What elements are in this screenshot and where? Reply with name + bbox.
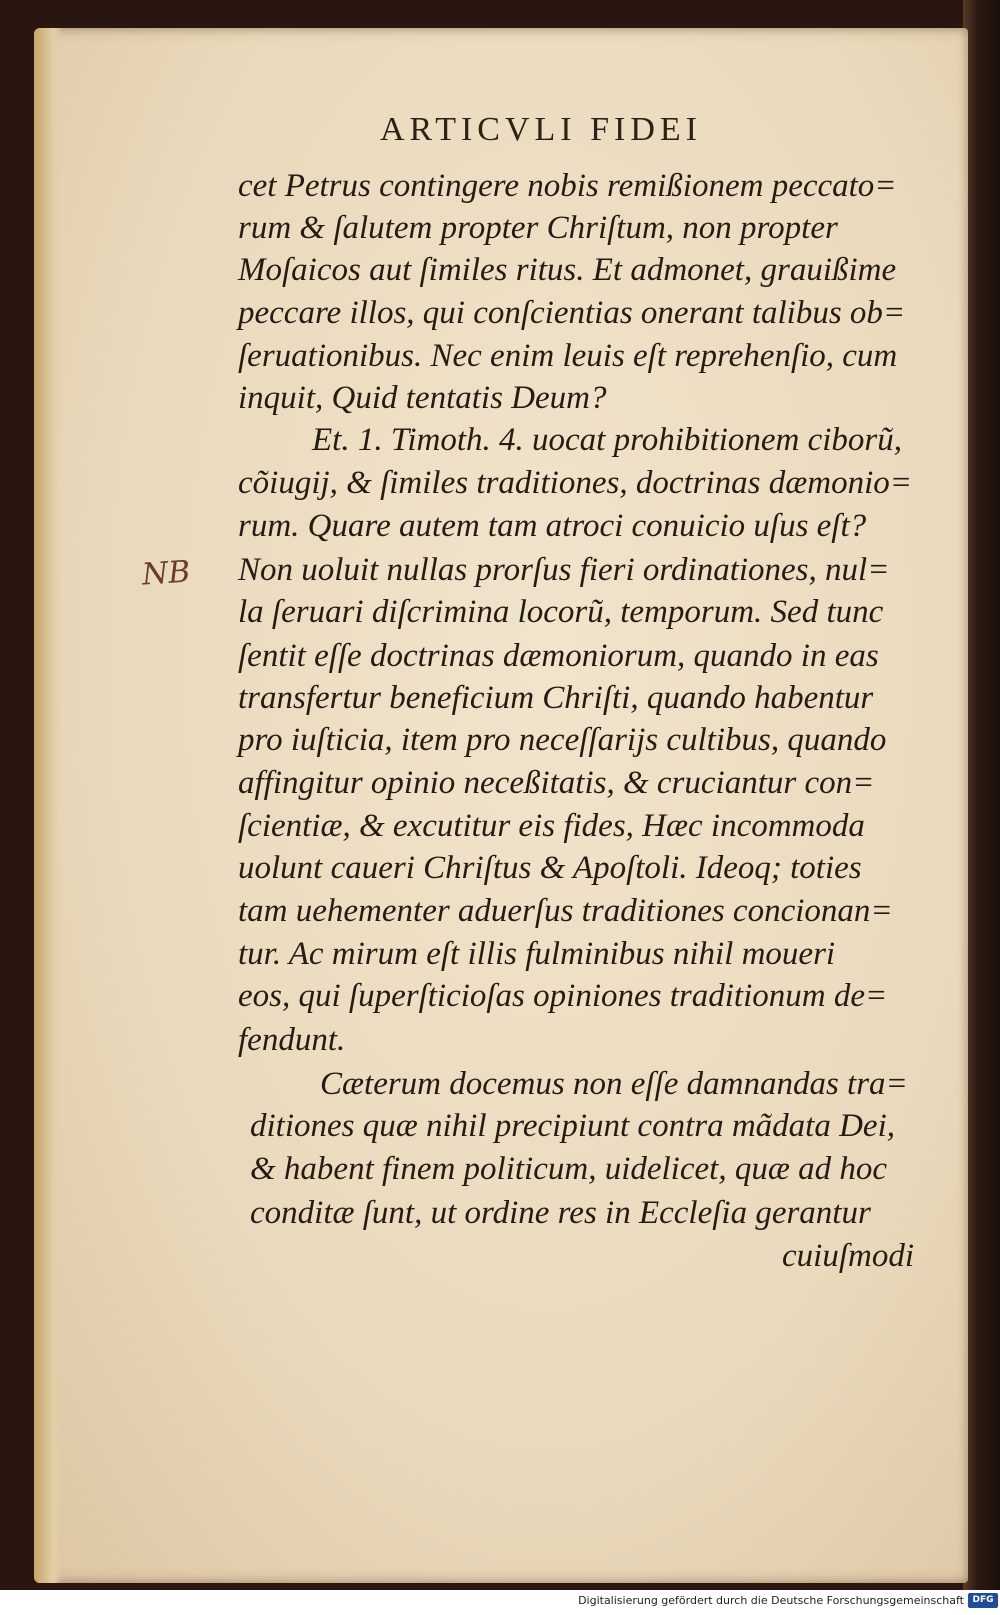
text-line: Moſaicos aut ſimiles ritus. Et admonet, grauißime bbox=[238, 252, 897, 288]
dfg-logo: DFG bbox=[968, 1593, 998, 1608]
handwritten-margin-note: NB bbox=[140, 554, 192, 593]
text-line: Cæterum docemus non eſſe damnandas tra= bbox=[320, 1066, 908, 1102]
text-line: tur. Ac mirum eſt illis fulminibus nihil moueri bbox=[238, 936, 836, 972]
text-line: ſeruationibus. Nec enim leuis eſt reprehenſio, cum bbox=[238, 338, 898, 374]
text-line: tam uehementer aduerſus traditiones concionan= bbox=[238, 893, 893, 929]
running-head: ARTICVLI FIDEI bbox=[380, 111, 702, 148]
text-line: la ſeruari diſcrimina locorũ, temporum. Sed tunc bbox=[238, 594, 884, 630]
text-line: ſentit eſſe doctrinas dæmoniorum, quando in eas bbox=[238, 638, 879, 674]
digitization-footer bbox=[0, 1590, 1000, 1615]
text-line: rum & ſalutem propter Chriſtum, non propter bbox=[238, 210, 838, 246]
text-line: uolunt caueri Chriſtus & Apoſtoli. Ideoq; toties bbox=[238, 850, 862, 886]
text-line: peccare illos, qui conſcientias onerant talibus ob= bbox=[238, 295, 906, 331]
text-line: conditæ ſunt, ut ordine res in Eccleſia gerantur bbox=[250, 1195, 871, 1231]
text-line: affingitur opinio neceßitatis, & cruciantur con= bbox=[238, 765, 875, 801]
book-cover-edge bbox=[963, 0, 1000, 1590]
text-line: Non uoluit nullas prorſus fieri ordinationes, nul= bbox=[238, 552, 890, 588]
text-line: ditiones quæ nihil precipiunt contra mãdata Dei, bbox=[250, 1108, 895, 1144]
dfg-credit: Digitalisierung gefördert durch die Deutsche Forschungsgemeinschaft bbox=[578, 1594, 964, 1607]
text-line: rum. Quare autem tam atroci conuicio uſus eſt? bbox=[238, 508, 867, 544]
text-line: Et. 1. Timoth. 4. uocat prohibitionem ciborũ, bbox=[312, 422, 903, 458]
text-line: & habent finem politicum, uidelicet, quæ ad hoc bbox=[250, 1151, 887, 1187]
text-line: ſcientiæ, & excutitur eis fides, Hæc incommoda bbox=[238, 808, 865, 844]
text-line: cõiugij, & ſimiles traditiones, doctrinas dæmonio= bbox=[238, 465, 913, 501]
text-line: transfertur beneficium Chriſti, quando habentur bbox=[238, 680, 874, 716]
text-line: fendunt. bbox=[238, 1022, 346, 1058]
catchword: cuiuſmodi bbox=[782, 1238, 914, 1274]
text-line: eos, qui ſuperſticioſas opiniones traditionum de= bbox=[238, 978, 888, 1014]
text-line: pro iuſticia, item pro neceſſarijs cultibus, quando bbox=[238, 722, 887, 758]
text-line: cet Petrus contingere nobis remißionem peccato= bbox=[238, 168, 897, 204]
text-line: inquit, Quid tentatis Deum? bbox=[238, 380, 607, 416]
page-gutter-edge bbox=[34, 28, 62, 1583]
